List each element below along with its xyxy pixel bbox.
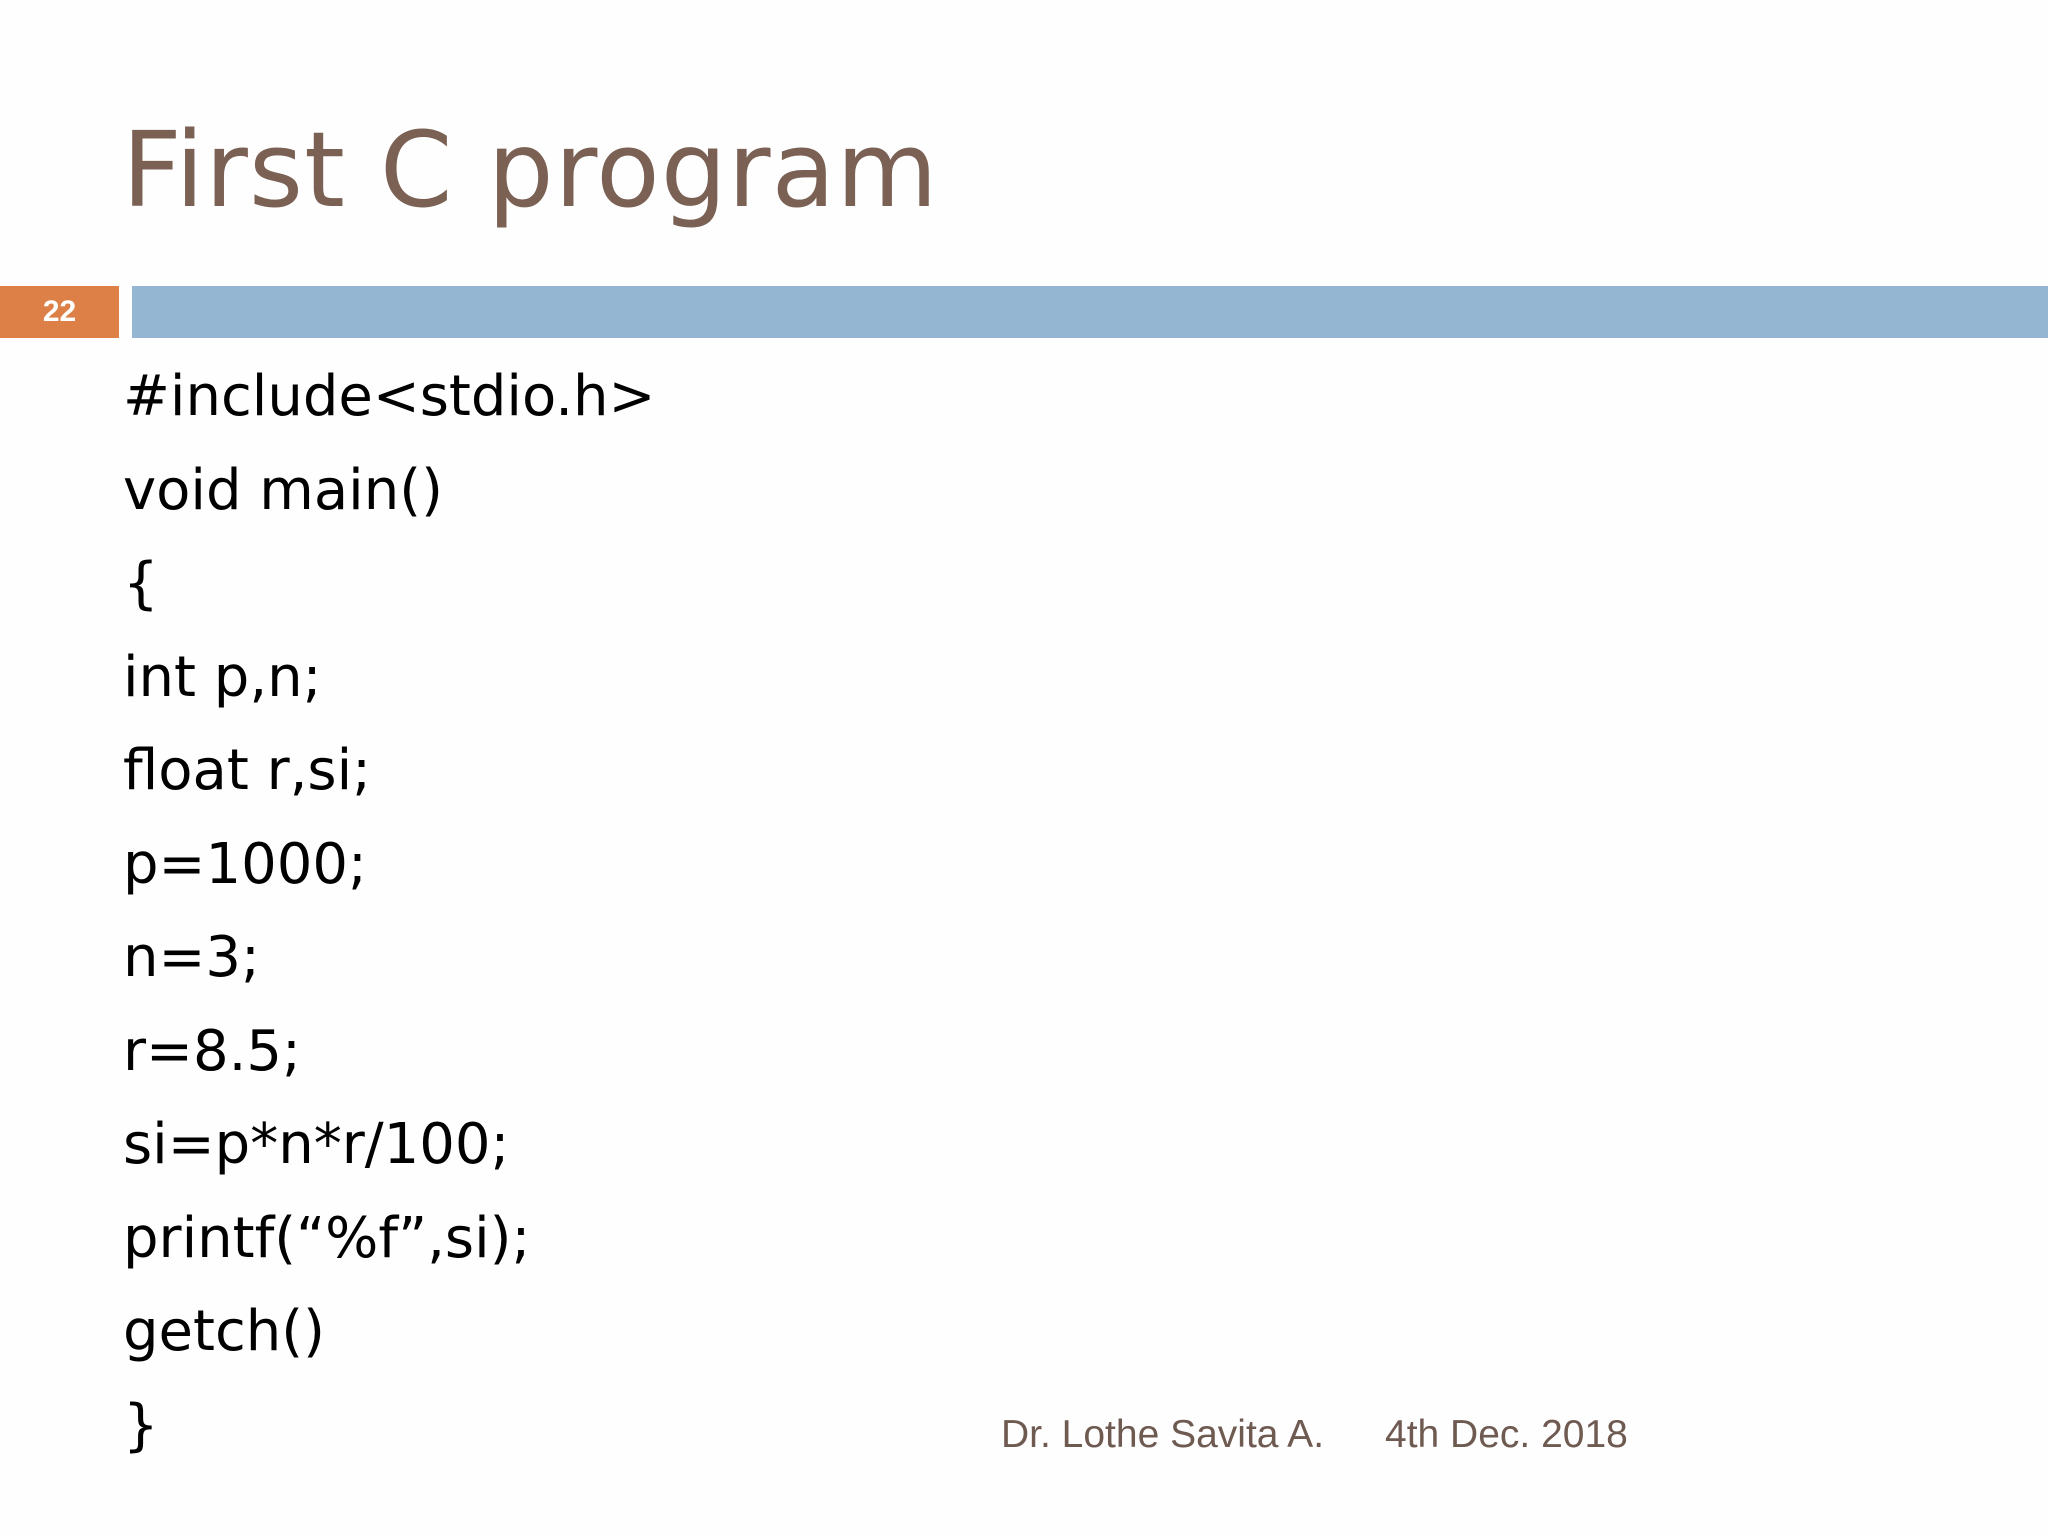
code-line: #include<stdio.h> <box>123 364 656 429</box>
code-line: getch() <box>123 1299 325 1364</box>
code-line: n=3; <box>123 925 260 990</box>
code-line: } <box>123 1392 159 1458</box>
code-line: p=1000; <box>123 831 367 897</box>
code-line: float r,si; <box>123 738 372 803</box>
code-line: { <box>123 551 159 616</box>
code-line: int p,n; <box>123 644 322 710</box>
code-line: void main() <box>123 457 443 523</box>
title-accent-bar <box>132 286 2048 338</box>
code-line: r=8.5; <box>123 1018 301 1084</box>
footer-author: Dr. Lothe Savita A. <box>1001 1413 1325 1456</box>
slide-number-badge: 22 <box>0 286 119 338</box>
footer-date: 4th Dec. 2018 <box>1385 1413 1628 1456</box>
code-listing <box>123 350 655 1472</box>
code-line: printf(“%f”,si); <box>123 1205 531 1271</box>
slide-title: First C program <box>122 109 939 231</box>
code-line: si=p*n*r/100; <box>123 1112 510 1177</box>
